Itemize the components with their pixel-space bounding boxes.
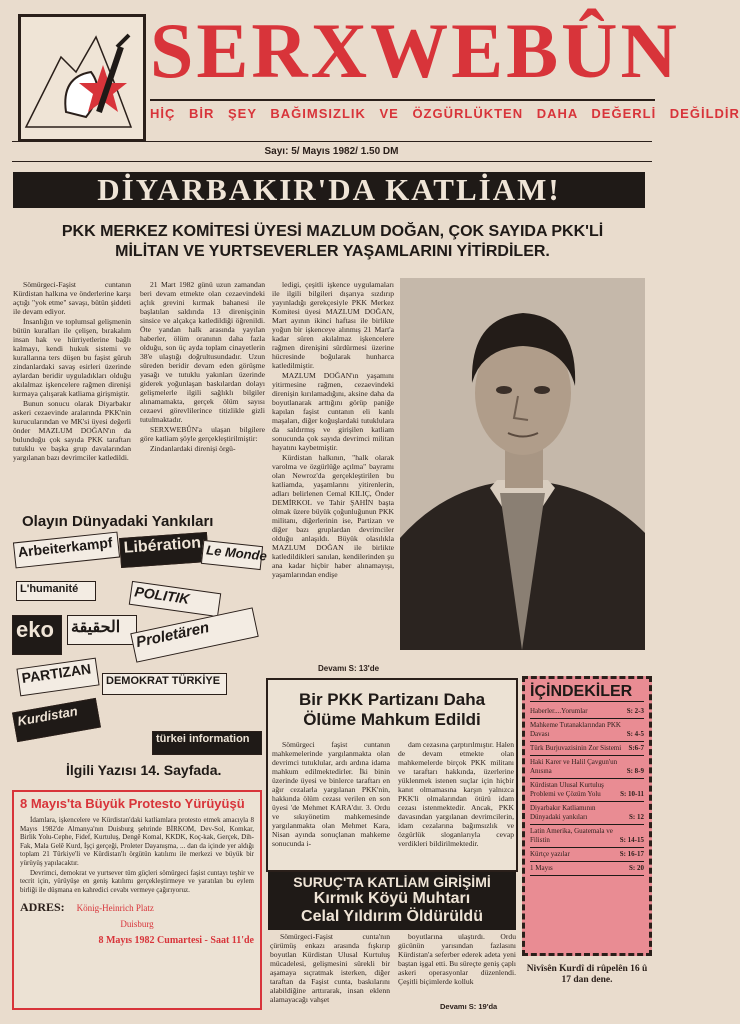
newspaper-clipping: Proletären — [130, 607, 259, 662]
logo — [18, 14, 146, 142]
toc-item-page: S: 12 — [629, 813, 644, 821]
newspaper-clipping: الحقيقة — [67, 615, 137, 645]
protest-date: 8 Mayıs 1982 Cumartesi - Saat 11'de — [98, 935, 254, 947]
toc-item-label: Diyarbakır Katliamının Dünyadaki yankıları — [530, 804, 596, 821]
issue-rule-top — [12, 141, 652, 142]
address-city: Duisburg — [120, 919, 154, 930]
protest-body — [20, 816, 254, 894]
toc-item-label: Kürtçe yazılar — [530, 850, 570, 858]
toc-item[interactable] — [530, 742, 644, 756]
collage-title: Olayın Dünyadaki Yankıları — [22, 513, 214, 530]
suruc-line2: Kırmık Köyü Muhtarı — [313, 890, 471, 907]
article2-title-line1: Bir PKK Partizanı Daha — [298, 690, 486, 709]
toc-item-page: S: 16-17 — [619, 850, 644, 858]
article-paragraph: Kürdistan halkının, "halk olarak varolma ve özgürlüğe açılma" bayramı olan Newroz'da gerçekleştirilen bu katliamda, yaşamlarını yitirenlerin, adları belirlenen Cemal KILIÇ, Önder DEMİRKOL ve Tahir ŞAHİN başta olmak üzere büyük çoğunluğunun PKK militanı, diğerlerinin ise, Partizan ve diğer bazı gruplardan devrimciler olduğu anlaşıldı. Büyük olasılıkla MAZLUM DOĞAN ile birlikte katledildikleri sanılan, kendilerinden şu ana kadar hiçbir haber alınamayışı, yaşamlarından endişe — [272, 453, 394, 579]
toc-item-page: S: 20 — [629, 864, 644, 872]
issue-info: Sayı: 5/ Mayıs 1982/ 1.50 DM — [264, 146, 399, 157]
toc-item[interactable] — [530, 756, 644, 779]
article-paragraph: SERXWEBÛN'a ulaşan bilgilere göre katliam şöyle gerçekleştirilmiştir: — [140, 425, 265, 443]
suruc-line3: Celal Yıldırım Öldürüldü — [301, 908, 483, 925]
suruc-paragraph: boyutlarına ulaştırdı. Ordu gücünün yarısından fazlasını Kürdistan'a seferber ederek adeta yeni baştan işgal etti. Bu süreçte geniş çaplı askeri operasyonlar düzenlendi. Çeşitli biçimlerde kolluk — [398, 932, 516, 986]
newspaper-clipping: Libération — [119, 532, 209, 568]
toc-item-page: S: 4-5 — [626, 730, 644, 738]
newspaper-clipping: POLITIK — [129, 581, 221, 617]
toc-item-label: Mahkeme Tutanaklarından PKK Davası — [530, 721, 621, 738]
article2-column-left — [272, 740, 390, 868]
issue-rule-bottom — [12, 161, 652, 162]
article-column-2 — [140, 280, 265, 530]
suruc-column-right — [398, 932, 516, 1000]
newspaper-clipping: DEMOKRAT TÜRKİYE — [102, 673, 227, 695]
toc-item-page: S: 2-3 — [626, 707, 644, 715]
article-paragraph: ledigi, çeşitli işkence uygulamaları ile ilgili bilgileri dışarıya sızdırıp yayınladığı gerekçesiyle PKK Merkez Komitesi üyesi MAZLUM DOĞAN, Mart ayının ikinci haftası ile birlikte yoğun bir işkenceye alınmış 21 Mart'a kadar süren akılalmaz işkencelere rağmen direnişini sürdürmesi üzerine hücresinde boğularak hunharca katledilmiştir. — [272, 280, 394, 370]
toc-item[interactable] — [530, 779, 644, 802]
collage-caption: İlgili Yazısı 14. Sayfada. — [66, 762, 222, 778]
masthead-rule — [150, 99, 655, 101]
toc-item-label: Kürdistan Ulusal Kurtuluş Problemi ve Çözüm Yolu — [530, 781, 604, 798]
toc-item-page: S: 8-9 — [626, 767, 644, 775]
masthead-slogan: HİÇ BİR ŞEY BAĞIMSIZLIK VE ÖZGÜRLÜKTEN DAHA DEĞERLİ DEĞİLDİR — [150, 106, 740, 121]
kurdish-pages-note: Nivîsên Kurdî di rûpelên 16 û 17 dan dene. — [526, 964, 648, 985]
newspaper-clipping: Le Monde — [201, 540, 263, 570]
main-headline: DİYARBAKIR'DA KATLİAM! — [13, 172, 645, 208]
protest-paragraph: Devrimci, demokrat ve yurtsever tüm güçleri sömürgeci faşist cuntayı teşhir ve tecrit için, yürüyüşe en geniş katılımı gerçekleştirmeye ve yaratılan bu eylem birliği ile düşmana en kahredici cevabı vermeye çağırıyoruz. — [20, 868, 254, 894]
toc-item[interactable] — [530, 802, 644, 825]
suruc-column-left — [270, 932, 390, 1008]
suruc-line1: SURUÇ'TA KATLİAM GİRİŞİMİ — [293, 874, 491, 890]
newspaper-clipping: türkei information — [152, 731, 262, 755]
table-of-contents — [522, 676, 652, 956]
toc-item[interactable] — [530, 848, 644, 862]
article2-paragraph: dam cezasına çarptırılmıştır. Halen de devam etmekte olan mahkemelerde birçok PKK militanı ve taraftarı hakkında, üzerlerine yüklenmek istenen suçlar için hiçbir kanıt olmamasına karşın yalnızca PKK'li olmalarından ötürü idam cezası istenmektedir. Ancak, PKK davasından yargılanan devrimcilerin, idam cezalarına bağımsızlık ve özgürlük sloganlarıyla cevap verdikleri bildirilmektedir. — [398, 740, 514, 848]
toc-item-label: 1 Mayıs — [530, 864, 553, 872]
newspaper-clipping: Kurdistan — [12, 698, 101, 742]
toc-item[interactable] — [530, 719, 644, 742]
address-label: ADRES: — [20, 900, 65, 915]
newspaper-clipping: Arbeiterkampf — [13, 532, 120, 569]
toc-item[interactable] — [530, 705, 644, 719]
article-paragraph: Bunun sonucu olarak Diyarbakır askeri cezaevinde aralarında PKK'nin kurucularından ve MK'si üyesi değerli önder MAZLUM DOĞAN'ın da bulunduğu çok sayıda PKK taraftarı tutuklu ve başka grup davalarından yargılanan bazı devrimciler katledildi. — [13, 399, 131, 462]
article-paragraph: MAZLUM DOĞAN'ın yaşamını yitirmesine rağmen, cezaevindeki direnişin kırılamadığını, aksine daha da boyutlanarak arttığını görüp paniğe kapılan faşist cuntanın eli kanlı maşaları, diğer koğuşlardaki tutuklulara da saldırmış ve girişilen katliam sonucunda çok sayıda devrimci militan hayatını kaybetmiştir. — [272, 371, 394, 452]
article-paragraph: Sömürgeci-Faşist cuntanın Kürdistan halkına ve önderlerine karşı açtığı "yok etme" savaşı, bütün şiddeti ile devam ediyor. — [13, 280, 131, 316]
article2-title-line2: Ölüme Mahkum Edildi — [303, 710, 481, 729]
masthead-title: SERXWEBÛN — [150, 7, 680, 94]
protest-address — [20, 900, 254, 915]
toc-item-page: S: 10-11 — [620, 790, 644, 798]
suruc-continued: Devamı S: 19'da — [440, 1002, 498, 1011]
protest-paragraph: İdamlara, işkencelere ve Kürdistan'daki katliamlara protesto etmek amacıyla 8 Mayıs 1982'de Almanya'nın Duisburg şehrinde BİRKOM, Dev-Sol, Komkar, Birlik Yolu-Cephe, Fidef, Kurtuluş, Dengê Komal, KKDK, Koç-kak, Gerçek, Dih-Fak, Mala Gelê Kurd, İşçi gerçeği, Proleter Dayanışma, ... dan da içinde yer aldığı toplam 21 Türkiye'li ve Kürdistan'lı örgütün katılımı ile merkezi ve büyük bir yürüyüş yapılacaktır. — [20, 816, 254, 867]
article-paragraph: İnsanlığın ve toplumsal gelişmenin bütün kuralları ile çelişen, bırakalım insan hak ve hürriyetlerine bağlı kalmayı, kendi hukuk sistemi ve kurallarına ters düşen bu faşist güruh zindanlardaki savaş esirleri üzerinde aylardan beridir uyguladıkları olduğu akılalmaz işkencelere rağmen direnişi kırmaya çalışarak katliama girişmiştir. — [13, 317, 131, 398]
article-paragraph: Zindanlardaki direnişi örgü- — [150, 444, 236, 453]
portrait-image — [400, 278, 645, 650]
newspaper-collage — [12, 534, 268, 765]
suruc-paragraph: Sömürgeci-Faşist cunta'nın çürümüş enkazı arasında fışkırıp boyutlan Kürdistan Ulusal Kurtuluş mücadelesi, gelişmesini sürekli bir aşamaya sıçratmak isterken, diğer taraftan da Faşist cunta, baskılarını alabildiğine arttırarak, insan eklenn alamayacağı vahşet — [270, 932, 390, 1004]
article-paragraph: 21 Mart 1982 günü uzun zamandan beri devam etmekte olan cezaevindeki açlık grevini kırmak bahanesi ile başlatılan saldırıda 13 direnişçinin sinsice ve alçakça katledildiği öğrenildi. Öte yandan halk arasında yayılan haberler, ölüm oranının daha fazla olduğu, son üç ayda toplam cinayetlerin 38'e ulaştığı doğrultusundadır. Uzun süreden beridir devam eden görüşme yasağı ve tutuklu yakınları üzerinde giderek yoğunlaşan baskılardan dolayı gelişmelerle ilgili sağlıklı bilgiler alınamamakta, gerçek ölüm sayısı cezaevi görevlilerince titizlikle gizli tutulmaktadır. — [140, 280, 265, 424]
toc-item-label: Haberler....Yorumlar — [530, 707, 588, 715]
article-column-3 — [272, 280, 394, 662]
protest-title: 8 Mayıs'ta Büyük Protesto Yürüyüşü — [20, 796, 245, 811]
toc-item-page: S: 14-15 — [619, 836, 644, 844]
suruc-headline — [268, 872, 516, 930]
article2-title — [266, 690, 518, 730]
toc-title: İÇİNDEKİLER — [530, 683, 644, 702]
logo-emblem-icon — [21, 17, 143, 139]
newspaper-clipping: eko — [12, 615, 62, 655]
newspaper-clipping: PARTIZAN — [16, 658, 99, 697]
sub-headline: PKK MERKEZ KOMİTESİ ÜYESİ MAZLUM DOĞAN, ÇOK SAYIDA PKK'Lİ MİLİTAN VE YURTSEVERLER YAŞAMLARINI YİTİRDİLER. — [61, 223, 604, 260]
toc-item-page: S:6-7 — [628, 744, 644, 752]
article-continued: Devamı S: 13'de — [318, 664, 380, 673]
article-column-1 — [13, 280, 131, 530]
toc-item-label: Haki Karer ve Halil Çavgun'un Anısına — [530, 758, 618, 775]
newspaper-clipping: L'humanité — [16, 581, 96, 601]
article2-column-right — [398, 740, 514, 868]
toc-item[interactable] — [530, 862, 644, 876]
portrait-photo — [400, 278, 645, 650]
protest-announcement — [12, 790, 262, 1010]
toc-item-label: Latin Amerika, Guatemala ve Filistin — [530, 827, 613, 844]
toc-item[interactable] — [530, 825, 644, 848]
article2-paragraph: Sömürgeci faşist cuntanın mahkemelerinde yargılanmakta olan devrimci tutuklular, ardı ardına idama mahkum edilmektedirler. İki binin üzerinde üyesi ve binlerce taraftarı en ağır cezalarla yargılanan PKK'nin, hakkında ölüm cezası verilen en son üyesi 'de Mehmet KARA'dır. 3. Ordu ve sıkıyönetim mahkemesinde yargılanmakta olan Mehmet Kara, Nisan ayında sonuçlanan mahkeme sonucunda i- — [272, 740, 390, 848]
address-street: König-Heinrich Platz — [76, 903, 154, 914]
toc-item-label: Türk Burjuvazisinin Zor Sistemi — [530, 744, 622, 752]
